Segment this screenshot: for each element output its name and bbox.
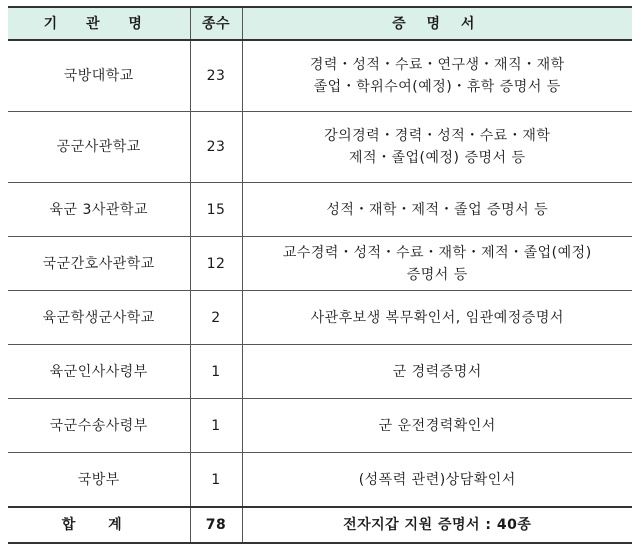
cert-line: (성폭력 관련)상담확인서 <box>358 471 516 488</box>
cert-line: 사관후보생 복무확인서, 임관예정증명서 <box>310 309 564 326</box>
cell-certificates <box>242 112 632 183</box>
total-label: 합 계 <box>8 507 190 543</box>
table-row <box>8 237 632 291</box>
table-row <box>8 183 632 237</box>
cert-line: 증명서 등 <box>406 266 468 283</box>
cert-line: 제적・졸업(예정) 증명서 등 <box>348 150 526 166</box>
table-row <box>8 399 632 453</box>
total-count: 78 <box>190 507 242 543</box>
certificate-table <box>8 6 632 544</box>
table-row <box>8 345 632 399</box>
cert-line: 강의경력・경력・성적・수료・재학 <box>324 128 551 144</box>
table-header <box>8 7 632 40</box>
cell-certificates <box>242 237 632 291</box>
table-body <box>8 40 632 507</box>
cell-institution: 공군사관학교 <box>8 112 190 183</box>
cert-line: 교수경력・성적・수료・재학・제적・졸업(예정) <box>282 244 592 261</box>
header-institution: 기 관 명 <box>8 7 190 40</box>
table-row <box>8 40 632 112</box>
cell-institution: 국군수송사령부 <box>8 399 190 453</box>
cert-line: 졸업・학위수여(예정)・휴학 증명서 등 <box>313 79 561 95</box>
table-footer <box>8 507 632 543</box>
cell-certificates <box>242 345 632 399</box>
cert-line: 경력・성적・수료・연구생・재직・재학 <box>309 57 565 73</box>
cell-count: 12 <box>190 237 242 291</box>
header-count: 종수 <box>190 7 242 40</box>
cell-count: 2 <box>190 291 242 345</box>
cert-line: 군 경력증명서 <box>392 363 482 380</box>
table-row <box>8 291 632 345</box>
cell-certificates <box>242 40 632 112</box>
cell-institution: 국방부 <box>8 453 190 508</box>
cell-certificates <box>242 291 632 345</box>
table-row <box>8 112 632 183</box>
cell-institution: 국방대학교 <box>8 40 190 112</box>
table-row <box>8 453 632 508</box>
cell-institution: 국군간호사관학교 <box>8 237 190 291</box>
cell-count: 15 <box>190 183 242 237</box>
cell-count: 23 <box>190 40 242 112</box>
cell-count: 1 <box>190 453 242 508</box>
header-certificates: 증 명 서 <box>242 7 632 40</box>
cell-certificates <box>242 453 632 508</box>
cell-count: 23 <box>190 112 242 183</box>
cert-line: 성적・재학・제적・졸업 증명서 등 <box>326 201 549 218</box>
cell-institution: 육군인사사령부 <box>8 345 190 399</box>
cell-count: 1 <box>190 345 242 399</box>
cert-line: 군 운전경력확인서 <box>378 417 496 434</box>
cell-certificates <box>242 399 632 453</box>
total-row <box>8 507 632 543</box>
certificate-table-container <box>8 6 632 544</box>
cell-institution: 육군 3사관학교 <box>8 183 190 237</box>
cell-count: 1 <box>190 399 242 453</box>
cell-certificates <box>242 183 632 237</box>
header-row <box>8 7 632 40</box>
total-summary: 전자지갑 지원 증명서 : 40종 <box>242 507 632 543</box>
cell-institution: 육군학생군사학교 <box>8 291 190 345</box>
